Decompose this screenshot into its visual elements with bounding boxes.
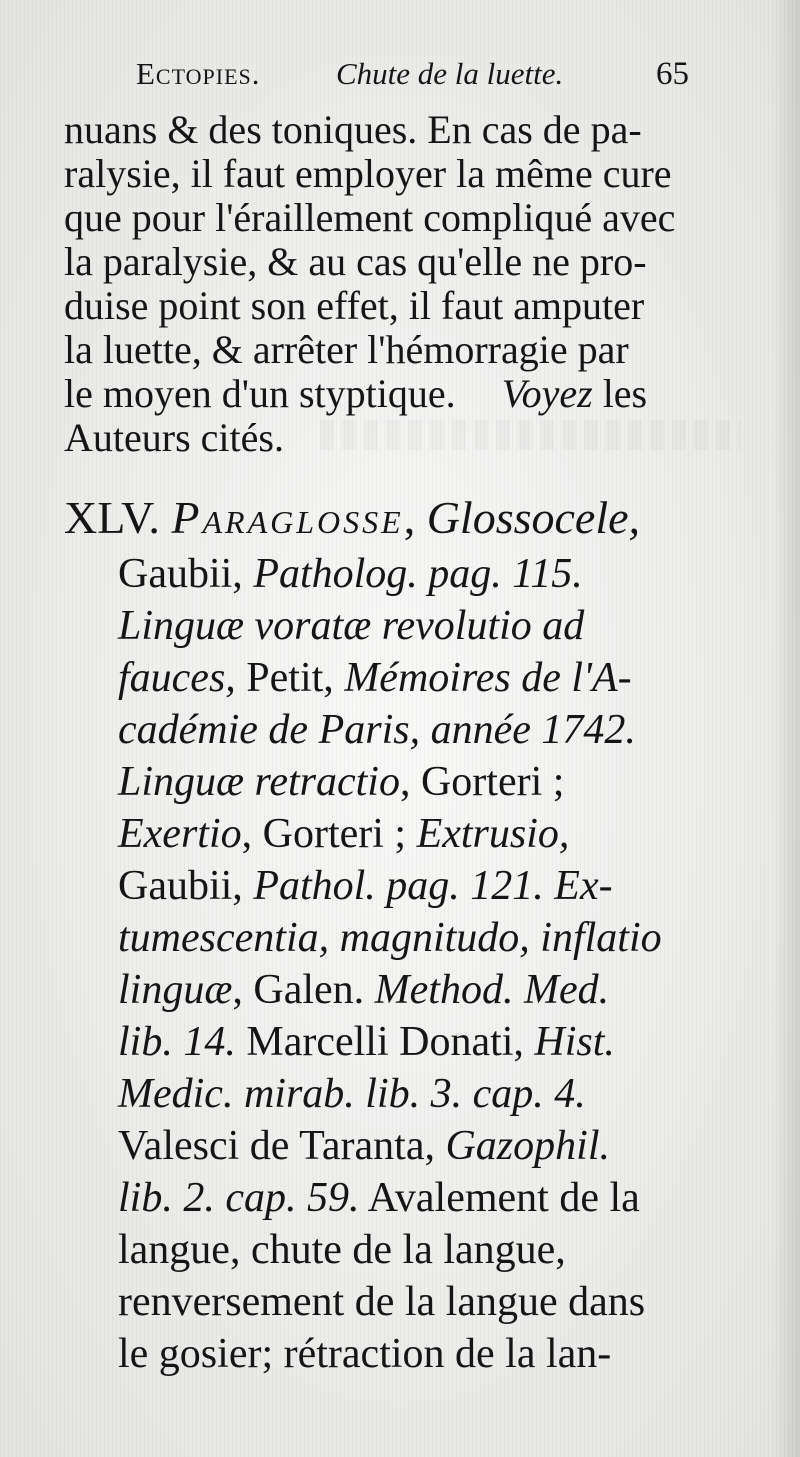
paragraph-line: que pour l'éraillement compliqué avec: [64, 195, 676, 240]
paragraph-text: les: [602, 371, 648, 416]
entry-text: Gaubii,: [118, 551, 254, 597]
entry-line: [118, 812, 569, 856]
entry-line: [118, 760, 564, 804]
entry-italic: fauces,: [118, 655, 236, 701]
entry-line: langue, chute de la langue,: [118, 1227, 566, 1273]
entry-italic: Gazophil.: [445, 1123, 610, 1169]
entry-italic: Method. Med.: [374, 967, 610, 1013]
paragraph-line: Auteurs cités.: [64, 415, 284, 460]
entry-line: [118, 1124, 610, 1168]
entry-line: [118, 1020, 615, 1064]
entry-italic: lib. 14.: [118, 1019, 236, 1065]
paragraph-text: le moyen d'un styptique.: [64, 371, 456, 416]
paragraph-line: ralysie, il faut employer la même cure: [64, 151, 672, 196]
entry-line: [118, 656, 632, 700]
entry-italic: Exertio: [118, 811, 242, 857]
entry-line: [118, 1176, 640, 1220]
entry-italic: Pathol. pag. 121. Ex-: [253, 863, 613, 909]
entry-italic: Patholog. pag. 115.: [253, 551, 583, 597]
paragraph-line: duise point son effet, il faut amputer: [64, 283, 645, 328]
entry-text: , Gorteri ;: [241, 811, 417, 857]
entry-headword: Paraglosse: [171, 492, 404, 543]
entry-heading: XLV. Paraglosse, Glossocele,: [64, 492, 641, 543]
entry-line: Linguæ voratæ revolutio ad: [118, 603, 585, 649]
running-head-title: Chute de la luette.: [336, 56, 564, 91]
show-through-texture: [320, 420, 740, 450]
entry-italic: lib. 2. cap. 59.: [118, 1175, 360, 1221]
paragraph-italic: Voyez: [501, 371, 593, 416]
entry-line: renversement de la langue dans: [118, 1279, 646, 1325]
entry-line: [118, 968, 609, 1012]
entry-text: Marcelli Donati,: [235, 1019, 535, 1065]
entry-italic: Linguæ retractio: [118, 759, 400, 805]
entry-italic: Extrusio,: [416, 811, 570, 857]
entry-line: le gosier; rétraction de la lan-: [118, 1331, 612, 1377]
entry-text: , Galen.: [232, 967, 375, 1013]
entry-synonym: Glossocele,: [426, 492, 641, 543]
running-head-section: Ectopies.: [136, 56, 261, 91]
entry-line: Medic. mirab. lib. 3. cap. 4.: [118, 1071, 586, 1117]
entry-number: XLV.: [64, 492, 160, 543]
entry-text: Valesci de Taranta,: [118, 1123, 446, 1169]
entry-italic: Hist.: [534, 1019, 615, 1065]
entry-text: Petit,: [235, 655, 345, 701]
page-number: 65: [656, 56, 689, 92]
entry-line: [118, 552, 583, 596]
paragraph-line: [64, 372, 647, 416]
paragraph-line: la luette, & arrêter l'hémorragie par: [64, 327, 629, 372]
entry-text: , Gorteri ;: [399, 759, 565, 805]
entry-line: tumescentia, magnitudo, inflatio: [118, 915, 662, 961]
entry-line: cadémie de Paris, année 1742.: [118, 707, 636, 753]
entry-text: Avalement de la: [359, 1175, 640, 1221]
paragraph-line: la paralysie, & au cas qu'elle ne pro-: [64, 239, 647, 284]
entry-text: Gaubii,: [118, 863, 254, 909]
entry-italic: linguæ: [118, 967, 233, 1013]
entry-italic: Mémoires de l'A-: [344, 655, 632, 701]
paragraph-line: nuans & des toniques. En cas de pa-: [64, 107, 642, 152]
entry-line: [118, 864, 613, 908]
running-head: [136, 52, 736, 96]
